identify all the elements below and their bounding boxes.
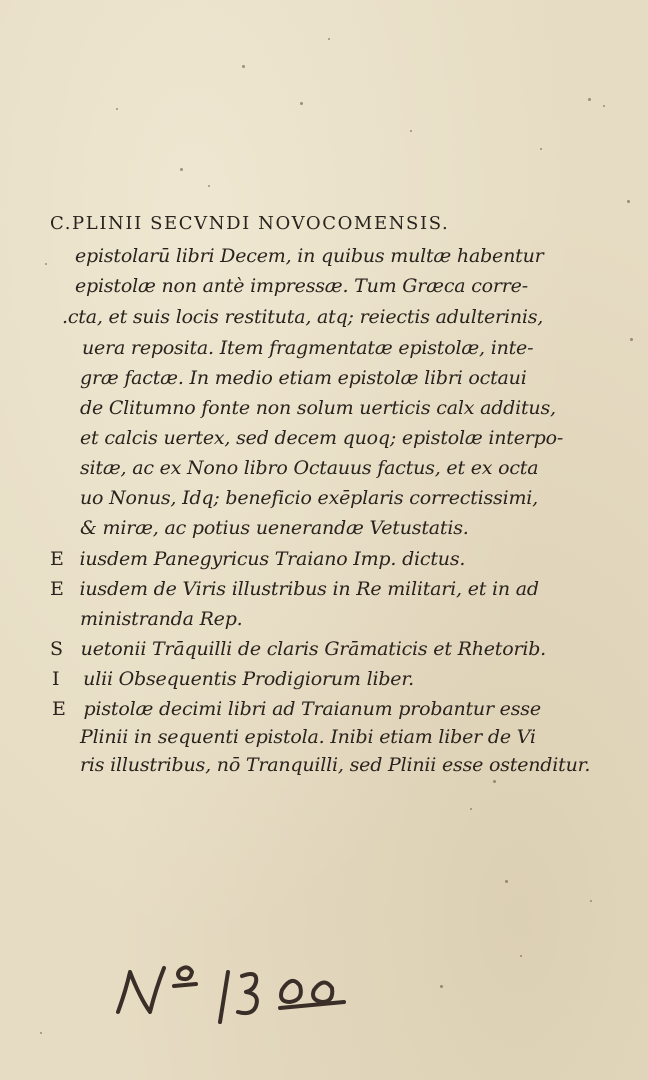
item-initial: E — [50, 548, 64, 570]
contents-line: & miræ, ac potius uenerandæ Vetustatis. — [80, 517, 469, 539]
list-item — [50, 580, 539, 599]
contents-line: epistolarū libri Decem, in quibus multæ habentur — [75, 245, 544, 267]
list-item — [50, 550, 465, 569]
contents-line: græ factæ. In medio etiam epistolæ libri octaui — [80, 367, 527, 389]
list-item — [50, 640, 546, 659]
item-text: iusdem Panegyricus Traiano Imp. dictus. — [79, 548, 466, 570]
contents-line: uera reposita. Item fragmentatæ epistolæ, inte- — [82, 337, 534, 359]
book-heading: C.PLINII SECVNDI NOVOCOMENSIS. — [50, 213, 450, 234]
list-item — [50, 610, 243, 629]
contents-line: epistolæ non antè impressæ. Tum Græca corre- — [75, 275, 528, 297]
item-text: uetonii Trāquilli de claris Grāmaticis et Rhetorib. — [80, 638, 547, 660]
item-initial: E — [52, 698, 66, 720]
item-text: Plinii in sequenti epistola. Inibi etiam liber de Vi — [80, 726, 536, 748]
contents-line: uo Nonus, Idq; beneficio exēplaris correctissimi, — [80, 487, 539, 509]
contents-line: de Clitumno fonte non solum uerticis calx additus, — [80, 397, 556, 419]
item-text: pistolæ decimi libri ad Traianum probantur esse — [83, 698, 541, 720]
item-text: iusdem de Viris illustribus in Re militari, et in ad — [79, 578, 539, 600]
list-item — [50, 756, 590, 775]
item-text: ministranda Rep. — [80, 608, 243, 630]
contents-line: .cta, et suis locis restituta, atq; reiectis adulterinis, — [62, 306, 544, 328]
item-text: ulii Obsequentis Prodigiorum liber. — [83, 668, 414, 690]
item-initial: E — [50, 578, 64, 600]
contents-line: et calcis uertex, sed decem quoq; epistolæ interpo- — [80, 427, 564, 449]
list-item — [52, 700, 541, 719]
list-item — [50, 728, 536, 747]
handwritten-shelf-number — [110, 950, 370, 1030]
contents-line: sitæ, ac ex Nono libro Octauus factus, et ex octa — [80, 457, 539, 479]
handwriting-drawing — [110, 950, 370, 1030]
item-text: ris illustribus, nō Tranquilli, sed Plinii esse ostenditur. — [80, 754, 591, 776]
list-item — [52, 670, 414, 689]
item-initial: I — [52, 668, 60, 690]
item-initial: S — [50, 638, 63, 660]
